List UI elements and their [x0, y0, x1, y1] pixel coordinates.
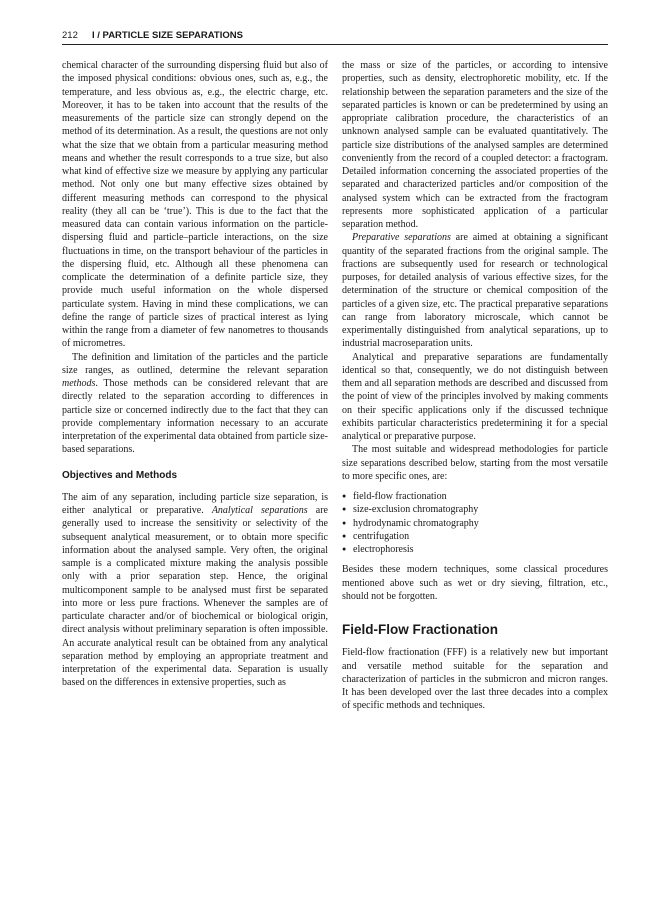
- list-item: ● field-flow fractionation: [342, 490, 608, 503]
- right-column: [342, 59, 608, 713]
- right-paragraph-6: Field-flow fractionation (FFF) is a relatively new but important and versatile method suitable for the separation and characterization of particles in the submicron and micron ranges. It has been developed over the last three decades into a complex of specific methods and techniques.: [342, 647, 608, 712]
- r-p2-emphasis: Preparative separations: [352, 232, 451, 244]
- left-paragraph-3: [62, 491, 328, 690]
- right-paragraph-3: Analytical and preparative separations are fundamentally identical so that, consequently, we do not distinguish between them and all separation methods are described and discussed from the point of view of the principles involved by making comments on their specific applications only if the discussed technique exhibits particular characteristics predetermining it for a special analytical or preparative purpose.: [342, 351, 608, 442]
- r-p2-text: are aimed at obtaining a significant quantity of the separated fractions from the original sample. The fractions are subsequently used for research or technological purposes, for detailed analysis of various effective sizes, for the determination of the structure or chemical composition of the particles of a given size, etc. The practical preparative separations can range from laboratory microscale, which cannot be experimentally distinguished from analytical separations, up to industrial macroseparation units.: [342, 232, 609, 350]
- section-heading-fff: Field-Flow Fractionation: [342, 622, 498, 637]
- p3-emphasis: Analytical separations: [211, 505, 308, 516]
- list-item: ● centrifugation: [342, 530, 608, 543]
- list-item: ● size-exclusion chromatography: [342, 503, 608, 516]
- p3-text-b: are generally used to increase the sensitivity or selectivity of the subsequent analytical measurement, or to obtain more specific information about the analysed sample. Very often, the original sample is a complicated mixture making the analysis possible only with a prior separation step. Hence, the original multicomponent sample to be analysed must first be separated into more or less pure fractions. Whenever the samples are of particulate character and/or of biochemical or biological origin, direct analysis without preliminary separation is often impossible. An accurate analytical result can be obtained from any analytical separation method by employing an appropriate treatment and interpretation of the experimental data. Separation is usually based on the differences in extensive properties, such as: [62, 505, 328, 689]
- methods-list: [342, 490, 608, 556]
- left-column: [62, 59, 328, 690]
- running-header: [62, 26, 608, 45]
- left-paragraph-1: chemical character of the surrounding dispersing fluid but also of the imposed physical conditions: obvious ones, such as, e.g., the temperature, and less obvious as, e.g., the electric charge, etc. Moreover, it has to be taken into account that the results of the measurements of the particle size can strongly depend on the method of its determination. As a result, the questions are not only what the size that we obtain from a particular measuring method means and whether the result corresponds to a true size, but also what kind of effective size we measure by applying any particular method. Not only one but many effective sizes obtained by different measuring methods can correspond to the physical reality (they all can be ‘true’). This is due to the fact that the measured data can contain various information on the particle-dispersing fluid and particle–particle interactions, on the size fluctuations in time, on the transport behaviour of the particles in the dispersing fluid, etc. Although all these phenomena can complicate the determination of a definite particle size, they provide much useful information on the whole dispersed particulate system. Having in mind these complications, we can define the range of particle sizes of practical interest as lying within the range from a diameter of few nanometres to thousands of micrometres.: [62, 60, 328, 350]
- running-title: I / PARTICLE SIZE SEPARATIONS: [92, 30, 243, 41]
- p3-text-a: The aim of any separation, including particle size separation, is either analytical or preparative.: [62, 491, 328, 516]
- section-heading-objectives: Objectives and Methods: [62, 469, 178, 481]
- left-paragraph-2: [62, 351, 328, 457]
- right-paragraph-2: [342, 231, 608, 350]
- list-item: ● hydrodynamic chromatography: [342, 517, 608, 530]
- right-paragraph-1: the mass or size of the particles, or according to intensive properties, such as density, electrophoretic mobility, etc. If the relationship between the separation parameters and the size of the separated particles is known or can be predetermined by using an appropriate calibration procedure, the characteristics of an unknown analysed sample can be evaluated quantitatively. The particle size distributions of the analysed samples are determined conveniently from the record of a coupled detector: a fractogram. Detailed information concerning the associated properties of the separated and characterized particles and/or composition of the analysed system which can be extracted from the fractogram represents more sophisticated application of a particular separation method.: [342, 60, 608, 230]
- p2-text-b: . Those methods can be considered relevant that are directly related to the separation according to differences in particle size or concerned indirectly due to the fact that they can provide complementary information necessary to an accurate interpretation of the experimental data obtained from particle size-based separations.: [62, 378, 328, 456]
- p2-text-a: The definition and limitation of the particles and the particle size ranges, as outlined, determine the relevant separation: [62, 351, 328, 376]
- p2-emphasis: methods: [62, 378, 96, 389]
- right-paragraph-5: Besides these modern techniques, some classical procedures mentioned above such as wet or dry sieving, filtration, etc., should not be forgotten.: [342, 564, 608, 602]
- right-paragraph-4: The most suitable and widespread methodologies for particle size separations described below, starting from the most versatile to more specific ones, are:: [342, 444, 608, 482]
- list-item: ● electrophoresis: [342, 543, 608, 556]
- page-number: 212: [62, 30, 78, 41]
